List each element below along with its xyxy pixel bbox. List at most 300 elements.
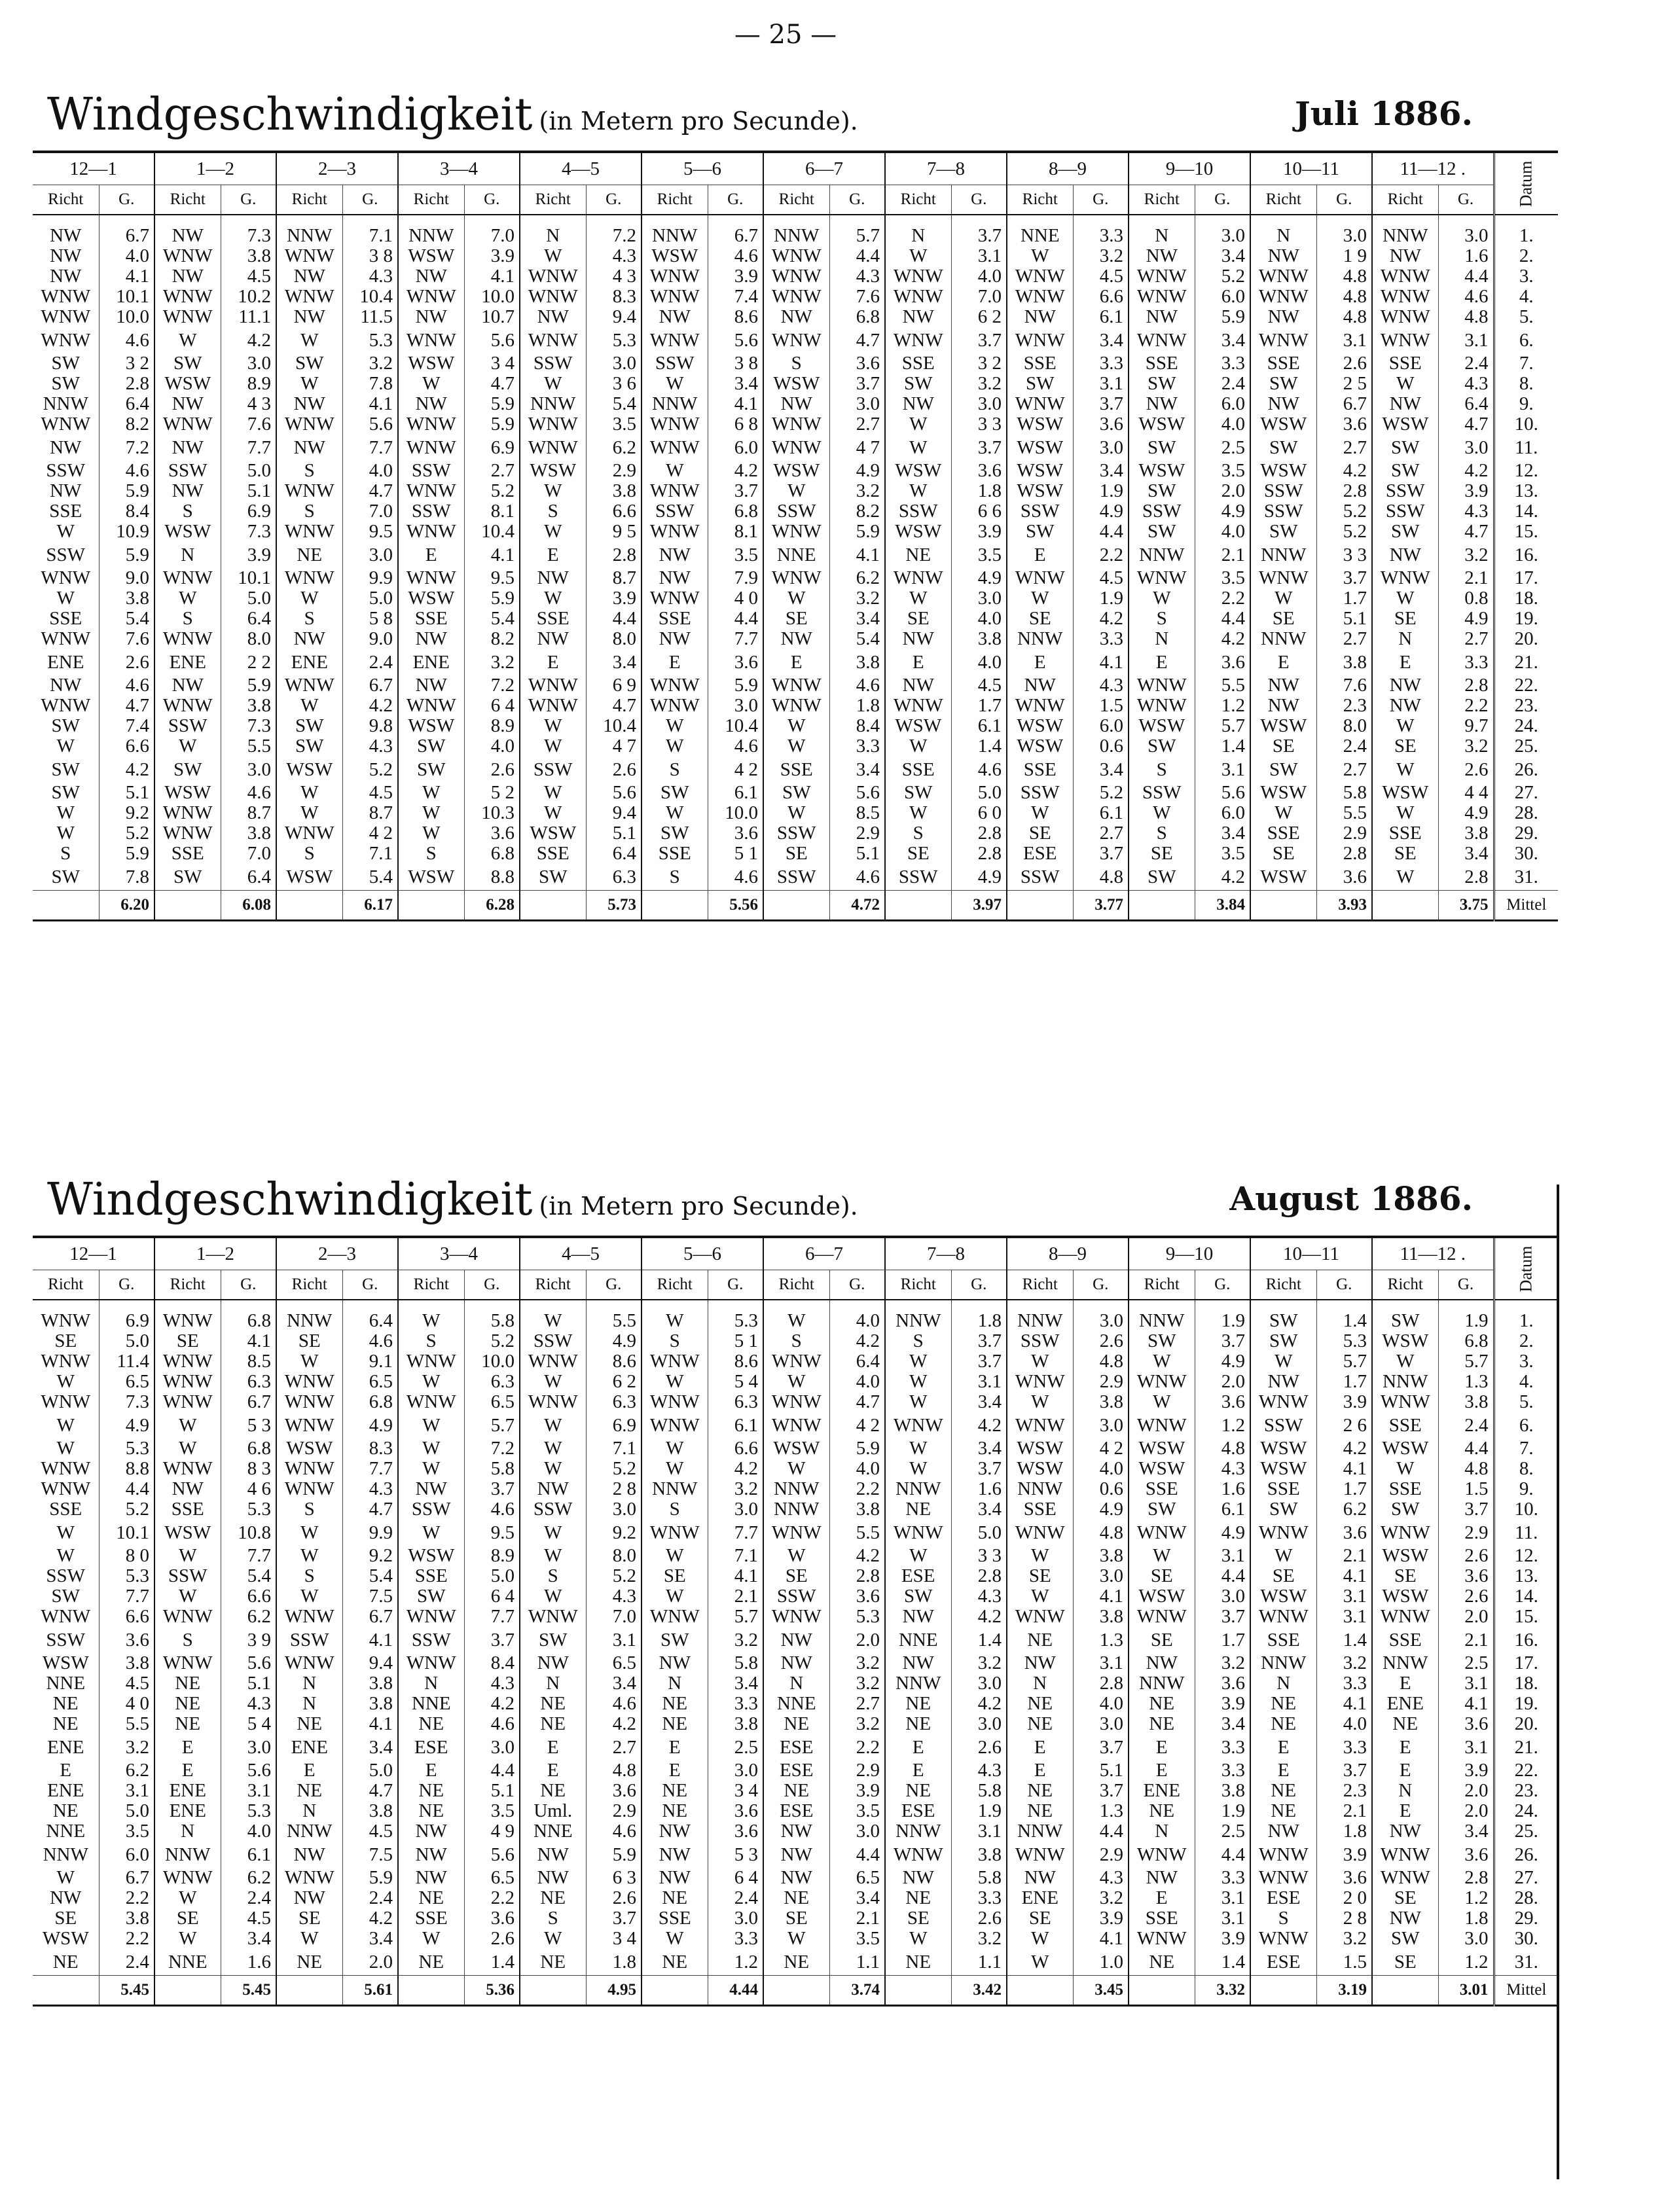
speed-cell: 2.7 — [829, 414, 885, 435]
direction-cell: NW — [642, 629, 708, 649]
direction-cell: SSW — [398, 1499, 464, 1520]
direction-cell: WNW — [33, 629, 99, 649]
speed-cell: 3.8 — [1438, 823, 1494, 844]
speed-cell: 3.7 — [951, 1351, 1007, 1372]
direction-cell: WNW — [276, 675, 342, 696]
richt-header: Richt — [1372, 185, 1438, 215]
speed-cell: 5.9 — [464, 414, 520, 435]
direction-cell: W — [642, 1372, 708, 1392]
direction-cell: NW — [154, 675, 221, 696]
direction-cell: WNW — [276, 1607, 342, 1627]
speed-cell: 3.2 — [464, 649, 520, 675]
direction-cell: NW — [885, 307, 951, 327]
direction-cell: NE — [1129, 1714, 1195, 1734]
direction-cell: WNW — [1372, 1520, 1438, 1546]
speed-cell: 10.9 — [99, 522, 154, 542]
direction-cell: NW — [642, 307, 708, 327]
direction-cell: SE — [276, 1908, 342, 1929]
direction-cell: NNE — [1007, 215, 1073, 246]
speed-cell: 3.2 — [951, 1929, 1007, 1949]
speed-cell: 6.4 — [221, 609, 276, 629]
direction-cell: N — [154, 542, 221, 568]
datum-header — [1494, 1237, 1558, 1300]
direction-cell: WSW — [885, 716, 951, 736]
speed-cell: 5.9 — [99, 844, 154, 864]
speed-cell: 3.0 — [586, 1499, 642, 1520]
direction-cell: WSW — [1129, 716, 1195, 736]
speed-cell: 7.7 — [221, 1546, 276, 1566]
direction-cell: WNW — [398, 1351, 464, 1372]
speed-cell: 4.6 — [708, 246, 763, 266]
speed-cell: 2.4 — [342, 649, 398, 675]
direction-cell: NW — [398, 1821, 464, 1842]
direction-cell: NW — [276, 394, 342, 414]
direction-cell: WNW — [1250, 1868, 1316, 1888]
speed-cell: 4.2 — [1195, 629, 1250, 649]
direction-cell: NE — [763, 1888, 829, 1908]
direction-cell: E — [885, 649, 951, 675]
speed-cell: 3.3 — [1316, 1734, 1372, 1760]
direction-cell: NW — [763, 1821, 829, 1842]
date-cell: 6. — [1494, 1412, 1558, 1438]
speed-cell: 3.3 — [1195, 1760, 1250, 1781]
table-row — [33, 1929, 1558, 1949]
direction-cell: E — [1129, 1734, 1195, 1760]
speed-cell: 5.1 — [464, 1781, 520, 1801]
speed-cell: 4.9 — [1195, 501, 1250, 522]
direction-cell: N — [1129, 629, 1195, 649]
speed-cell: 2.7 — [1438, 629, 1494, 649]
direction-cell: W — [763, 1459, 829, 1479]
speed-cell: 4.4 — [99, 1479, 154, 1499]
table-row — [33, 1479, 1558, 1499]
direction-cell: S — [885, 1331, 951, 1351]
direction-cell: WNW — [642, 1351, 708, 1372]
speed-cell: 1.4 — [464, 1949, 520, 1976]
speed-cell: 10.4 — [342, 287, 398, 307]
speed-cell: 5.7 — [464, 1412, 520, 1438]
direction-cell: NNW — [1129, 542, 1195, 568]
direction-cell: SW — [1129, 522, 1195, 542]
speed-cell: 8.6 — [586, 1351, 642, 1372]
speed-cell: 4.0 — [221, 1821, 276, 1842]
speed-cell: 7.6 — [99, 629, 154, 649]
g-header: G. — [951, 185, 1007, 215]
direction-cell: NW — [1129, 394, 1195, 414]
speed-cell: 5.7 — [829, 215, 885, 246]
direction-cell: NE — [885, 1949, 951, 1976]
direction-cell: WNW — [1129, 287, 1195, 307]
direction-cell: NNW — [763, 1479, 829, 1499]
speed-cell: 5.2 — [586, 1566, 642, 1586]
speed-cell: 3.5 — [708, 542, 763, 568]
direction-cell: W — [1129, 1546, 1195, 1566]
direction-cell: SW — [1250, 374, 1316, 394]
mittel-spacer — [1129, 891, 1195, 921]
direction-cell: ENE — [1129, 1781, 1195, 1801]
direction-cell: NW — [1372, 1908, 1438, 1929]
speed-cell: 4.5 — [342, 783, 398, 803]
speed-cell: 4.6 — [342, 1331, 398, 1351]
direction-cell: NNW — [1007, 1300, 1073, 1331]
speed-cell: 3.0 — [708, 1499, 763, 1520]
speed-cell: 2 8 — [1316, 1908, 1372, 1929]
speed-cell: 2.4 — [99, 1949, 154, 1976]
direction-cell: WSW — [1250, 783, 1316, 803]
speed-cell: 5.5 — [586, 1300, 642, 1331]
speed-cell: 3 4 — [586, 1929, 642, 1949]
direction-cell: SSW — [154, 716, 221, 736]
direction-cell: E — [520, 1760, 586, 1781]
speed-cell: 3.3 — [951, 1888, 1007, 1908]
richt-header: Richt — [1372, 1270, 1438, 1300]
direction-cell: S — [154, 501, 221, 522]
table-row — [33, 736, 1558, 757]
speed-cell: 2.0 — [342, 1949, 398, 1976]
direction-cell: N — [1372, 1781, 1438, 1801]
speed-cell: 4.2 — [586, 1714, 642, 1734]
speed-cell: 8.6 — [708, 1351, 763, 1372]
direction-cell: W — [642, 1546, 708, 1566]
speed-cell: 6.0 — [708, 435, 763, 461]
direction-cell: SE — [642, 1566, 708, 1586]
direction-cell: WNW — [33, 1392, 99, 1412]
direction-cell: NE — [1007, 1781, 1073, 1801]
speed-cell: 1.4 — [951, 736, 1007, 757]
speed-cell: 2.9 — [586, 461, 642, 481]
direction-cell: E — [885, 1734, 951, 1760]
speed-cell: 1.4 — [1316, 1627, 1372, 1653]
g-header: G. — [99, 1270, 154, 1300]
table-row — [33, 246, 1558, 266]
date-cell: 26. — [1494, 1842, 1558, 1868]
direction-cell: SSE — [642, 609, 708, 629]
direction-cell: WNW — [276, 1392, 342, 1412]
direction-cell: NW — [33, 481, 99, 501]
datum-label: Datum — [1516, 1245, 1536, 1293]
speed-cell: 2.6 — [951, 1734, 1007, 1760]
direction-cell: E — [520, 1734, 586, 1760]
direction-cell: NNE — [33, 1673, 99, 1694]
direction-cell: NW — [398, 629, 464, 649]
speed-cell: 8 0 — [99, 1546, 154, 1566]
direction-cell: W — [276, 1929, 342, 1949]
direction-cell: SW — [885, 374, 951, 394]
speed-cell: 5.3 — [586, 327, 642, 353]
speed-cell: 1.2 — [1195, 696, 1250, 716]
speed-cell: 4.9 — [1195, 1520, 1250, 1546]
direction-cell: SSE — [33, 1499, 99, 1520]
speed-cell: 6.3 — [586, 864, 642, 891]
speed-cell: 6.5 — [99, 1372, 154, 1392]
speed-cell: 3.5 — [99, 1821, 154, 1842]
speed-cell: 3.0 — [1073, 435, 1129, 461]
direction-cell: W — [1007, 1929, 1073, 1949]
direction-cell: WNW — [1250, 266, 1316, 287]
speed-cell: 3.8 — [1195, 1781, 1250, 1801]
speed-cell: 3.7 — [1073, 844, 1129, 864]
speed-cell: 1.8 — [951, 1300, 1007, 1331]
speed-cell: 6.8 — [1438, 1331, 1494, 1351]
date-cell: 22. — [1494, 1760, 1558, 1781]
table-row — [33, 823, 1558, 844]
hour-header: 2—3 — [276, 152, 398, 185]
direction-cell: WSW — [154, 522, 221, 542]
speed-cell: 6.5 — [464, 1392, 520, 1412]
speed-cell: 5.7 — [1438, 1351, 1494, 1372]
speed-cell: 1.8 — [586, 1949, 642, 1976]
direction-cell: NW — [1250, 246, 1316, 266]
direction-cell: NE — [885, 1499, 951, 1520]
direction-cell: SW — [642, 783, 708, 803]
direction-cell: NW — [1129, 1868, 1195, 1888]
direction-cell: S — [642, 1331, 708, 1351]
direction-cell: WNW — [642, 1520, 708, 1546]
speed-cell: 3.3 — [708, 1694, 763, 1714]
direction-cell: WNW — [1007, 266, 1073, 287]
direction-cell: NW — [1129, 307, 1195, 327]
speed-cell: 3.7 — [1438, 1499, 1494, 1520]
speed-cell: 2.6 — [99, 649, 154, 675]
speed-cell: 10.3 — [464, 803, 520, 823]
direction-cell: SW — [885, 1586, 951, 1607]
speed-cell: 8.5 — [221, 1351, 276, 1372]
direction-cell: W — [1250, 1546, 1316, 1566]
direction-cell: SW — [1129, 435, 1195, 461]
direction-cell: SSW — [33, 1627, 99, 1653]
speed-cell: 4.8 — [1438, 307, 1494, 327]
direction-cell: SSE — [398, 1566, 464, 1586]
direction-cell: W — [642, 1586, 708, 1607]
speed-cell: 5.0 — [951, 1520, 1007, 1546]
date-cell: 24. — [1494, 716, 1558, 736]
mittel-value: 3.19 — [1316, 1976, 1372, 2006]
speed-cell: 2.2 — [1438, 696, 1494, 716]
direction-cell: WNW — [885, 1412, 951, 1438]
direction-cell: WNW — [1129, 1929, 1195, 1949]
speed-cell: 3.6 — [708, 1801, 763, 1821]
right-rule — [1557, 1185, 1559, 2179]
speed-cell: 5.6 — [1195, 783, 1250, 803]
direction-cell: WNW — [276, 568, 342, 588]
speed-cell: 4 0 — [99, 1694, 154, 1714]
speed-cell: 3.0 — [708, 1760, 763, 1781]
direction-cell: SSW — [885, 501, 951, 522]
direction-cell: W — [33, 1520, 99, 1546]
speed-cell: 3.2 — [1316, 1653, 1372, 1673]
direction-cell: WNW — [1372, 1392, 1438, 1412]
direction-cell: NNW — [276, 1821, 342, 1842]
wind-table-juli — [33, 151, 1558, 921]
direction-cell: E — [154, 1734, 221, 1760]
speed-cell: 3.8 — [221, 246, 276, 266]
direction-cell: NE — [1250, 1801, 1316, 1821]
speed-cell: 3.6 — [586, 1781, 642, 1801]
date-cell: 25. — [1494, 736, 1558, 757]
direction-cell: SSW — [1129, 501, 1195, 522]
speed-cell: 1.4 — [1195, 736, 1250, 757]
direction-cell: E — [1372, 649, 1438, 675]
speed-cell: 6.8 — [829, 307, 885, 327]
direction-cell: WNW — [1007, 1372, 1073, 1392]
mittel-value: 5.56 — [708, 891, 763, 921]
direction-cell: NNW — [1129, 1300, 1195, 1331]
direction-cell: SSE — [1129, 1479, 1195, 1499]
mittel-value: 5.36 — [464, 1976, 520, 2006]
direction-cell: SW — [276, 736, 342, 757]
speed-cell: 4.5 — [1073, 568, 1129, 588]
speed-cell: 4.2 — [1073, 609, 1129, 629]
direction-cell: SW — [1372, 461, 1438, 481]
speed-cell: 5.1 — [221, 481, 276, 501]
direction-cell: NE — [642, 1949, 708, 1976]
richt-header: Richt — [33, 1270, 99, 1300]
direction-cell: SE — [1129, 1627, 1195, 1653]
direction-cell: NE — [33, 1694, 99, 1714]
direction-cell: WNW — [276, 823, 342, 844]
speed-cell: 1.8 — [1316, 1821, 1372, 1842]
speed-cell: 2.6 — [464, 757, 520, 783]
direction-cell: SE — [154, 1908, 221, 1929]
datum-label: Datum — [1516, 160, 1536, 207]
mittel-spacer — [398, 891, 464, 921]
direction-cell: W — [520, 1929, 586, 1949]
direction-cell: WNW — [885, 696, 951, 716]
speed-cell: 1.3 — [1073, 1801, 1129, 1821]
hour-header: 3—4 — [398, 152, 520, 185]
direction-cell: N — [1372, 629, 1438, 649]
direction-cell: WNW — [154, 1372, 221, 1392]
direction-cell: SW — [1250, 522, 1316, 542]
speed-cell: 4.1 — [1438, 1694, 1494, 1714]
table-row — [33, 844, 1558, 864]
speed-cell: 5.0 — [951, 783, 1007, 803]
hour-header: 2—3 — [276, 1237, 398, 1270]
mittel-spacer — [398, 1976, 464, 2006]
speed-cell: 5.6 — [221, 1760, 276, 1781]
speed-cell: 4 2 — [1073, 1438, 1129, 1459]
speed-cell: 6 9 — [586, 675, 642, 696]
date-cell: 12. — [1494, 461, 1558, 481]
direction-cell: W — [763, 588, 829, 609]
mittel-value: 3.84 — [1195, 891, 1250, 921]
direction-cell: W — [885, 1438, 951, 1459]
date-cell: 28. — [1494, 803, 1558, 823]
direction-cell: SSW — [1007, 864, 1073, 891]
direction-cell: WSW — [1007, 461, 1073, 481]
table-row — [33, 1842, 1558, 1868]
speed-cell: 9.9 — [342, 1520, 398, 1546]
direction-cell: WSW — [154, 374, 221, 394]
mittel-spacer — [154, 891, 221, 921]
direction-cell: E — [1007, 1734, 1073, 1760]
speed-cell: 4.1 — [342, 1627, 398, 1653]
direction-cell: NW — [398, 675, 464, 696]
direction-cell: NNW — [33, 1842, 99, 1868]
direction-cell: NW — [763, 1842, 829, 1868]
direction-cell: WNW — [154, 414, 221, 435]
direction-cell: WNW — [1250, 327, 1316, 353]
direction-cell: SSE — [398, 609, 464, 629]
direction-cell: WSW — [1250, 1459, 1316, 1479]
direction-cell: W — [1250, 1351, 1316, 1372]
direction-cell: WNW — [1250, 1607, 1316, 1627]
direction-cell: SE — [763, 1566, 829, 1586]
direction-cell: WNW — [763, 1520, 829, 1546]
speed-cell: 2.2 — [464, 1888, 520, 1908]
direction-cell: E — [1250, 649, 1316, 675]
speed-cell: 4.7 — [342, 1499, 398, 1520]
speed-cell: 3.2 — [951, 374, 1007, 394]
speed-cell: 4.2 — [951, 1412, 1007, 1438]
speed-cell: 4.8 — [1316, 287, 1372, 307]
direction-cell: NE — [885, 1888, 951, 1908]
direction-cell: NW — [276, 1888, 342, 1908]
speed-cell: 8.7 — [342, 803, 398, 823]
date-cell: 23. — [1494, 696, 1558, 716]
direction-cell: WNW — [642, 588, 708, 609]
g-header: G. — [1073, 1270, 1129, 1300]
date-cell: 28. — [1494, 1888, 1558, 1908]
direction-cell: W — [885, 1392, 951, 1412]
speed-cell: 3.9 — [586, 588, 642, 609]
direction-cell: SSE — [1250, 1479, 1316, 1499]
speed-cell: 3.1 — [1438, 1734, 1494, 1760]
direction-cell: NE — [276, 1949, 342, 1976]
direction-cell: WNW — [520, 435, 586, 461]
direction-cell: NW — [33, 266, 99, 287]
direction-cell: E — [520, 542, 586, 568]
direction-cell: W — [33, 823, 99, 844]
direction-cell: SSW — [398, 461, 464, 481]
direction-cell: WSW — [1372, 1438, 1438, 1459]
g-header: G. — [221, 185, 276, 215]
direction-cell: W — [33, 1438, 99, 1459]
mittel-value: 3.74 — [829, 1976, 885, 2006]
speed-cell: 4.4 — [829, 1842, 885, 1868]
mittel-value: 5.61 — [342, 1976, 398, 2006]
speed-cell: 3.9 — [1195, 1929, 1250, 1949]
direction-cell: WNW — [276, 1372, 342, 1392]
direction-cell: WNW — [763, 1351, 829, 1372]
direction-cell: NW — [520, 1842, 586, 1868]
date-cell: 3. — [1494, 266, 1558, 287]
speed-cell: 9.0 — [99, 568, 154, 588]
direction-cell: SW — [33, 374, 99, 394]
direction-cell: NNE — [398, 1694, 464, 1714]
richt-header: Richt — [33, 185, 99, 215]
speed-cell: 3.5 — [1195, 461, 1250, 481]
speed-cell: 6.1 — [708, 783, 763, 803]
mittel-value: 5.45 — [99, 1976, 154, 2006]
direction-cell: WSW — [398, 716, 464, 736]
date-cell: 1. — [1494, 1300, 1558, 1331]
speed-cell: 4.5 — [951, 675, 1007, 696]
direction-cell: SSW — [33, 1566, 99, 1586]
speed-cell: 3.4 — [951, 1392, 1007, 1412]
speed-cell: 3.2 — [829, 1673, 885, 1694]
section-title — [47, 89, 858, 141]
date-cell: 6. — [1494, 327, 1558, 353]
direction-cell: SSW — [642, 501, 708, 522]
g-header: G. — [1316, 1270, 1372, 1300]
direction-cell: Uml. — [520, 1801, 586, 1821]
speed-cell: 2.6 — [586, 1888, 642, 1908]
direction-cell: SE — [1007, 609, 1073, 629]
direction-cell: SSW — [1372, 481, 1438, 501]
direction-cell: W — [1250, 588, 1316, 609]
direction-cell: NE — [276, 1714, 342, 1734]
